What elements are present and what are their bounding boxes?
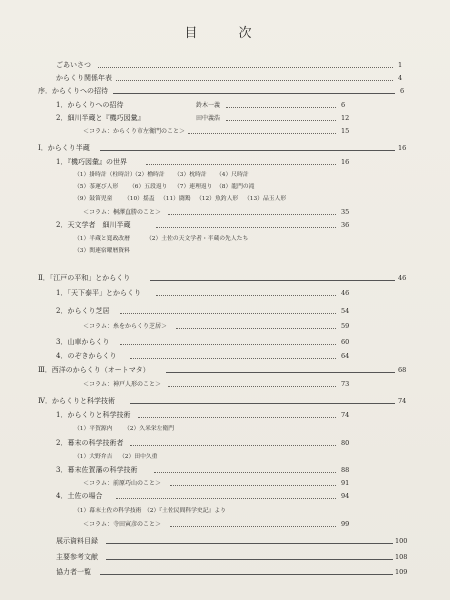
sub-item: （7）連理返り — [174, 184, 213, 190]
leader-dots — [146, 164, 336, 165]
leader-dots — [176, 328, 336, 329]
leader-rule — [130, 403, 395, 404]
entry-label: 2．幕末の科学技術者 — [56, 439, 124, 447]
sub-item: （3）枕時計 — [174, 172, 207, 178]
leader-dots — [130, 445, 336, 446]
entry-label: Ⅰ．からくり半蔵 — [38, 144, 90, 152]
toc-entry-ch4-1[interactable] — [38, 410, 406, 421]
sub-items-row — [74, 234, 334, 244]
sub-item: （4）尺時計 — [216, 172, 249, 178]
toc-entry-ch4-column-1[interactable] — [38, 478, 406, 489]
toc-entry-intro-2[interactable] — [38, 113, 406, 124]
entry-label: 1．からくりと科学技術 — [56, 411, 131, 419]
toc-entry-chronology[interactable] — [38, 73, 406, 84]
page-number: 73 — [341, 380, 350, 388]
toc-entry-ch2-3[interactable] — [38, 337, 406, 348]
toc-entry-exhibits[interactable] — [38, 536, 406, 547]
page-number: 88 — [341, 466, 350, 474]
leader-dots — [116, 80, 393, 81]
entry-label: 協力者一覧 — [56, 568, 91, 576]
page-number: 54 — [341, 307, 350, 315]
sub-item: （9）鼓笛児童 — [74, 196, 113, 202]
toc-entry-ch1-1[interactable] — [38, 157, 406, 168]
toc-entry-ch2-column[interactable] — [38, 321, 406, 332]
page-number: 74 — [398, 397, 407, 405]
sub-items-row — [74, 170, 324, 180]
entry-label: 序．からくりへの招待 — [38, 87, 108, 95]
toc-entry-ch4-4[interactable] — [38, 491, 406, 502]
leader-dots — [156, 227, 336, 228]
page-number: 99 — [341, 520, 350, 528]
sub-item: （5）茶運び人形 — [74, 184, 119, 190]
toc-entry-ch4-column-2[interactable] — [38, 519, 406, 530]
toc-entry-intro-column[interactable] — [38, 126, 406, 137]
page-number: 74 — [341, 411, 350, 419]
toc-entry-ch3-column[interactable] — [38, 379, 406, 390]
leader-dots — [170, 485, 336, 486]
page-number: 109 — [395, 568, 408, 576]
toc-entry-ch2-1[interactable] — [38, 288, 406, 299]
entry-label: Ⅳ．からくりと科学技術 — [38, 397, 115, 405]
sub-item: （2）『土佐民間科学史記』より — [144, 508, 226, 514]
leader-dots — [120, 344, 336, 345]
sub-item: （1）幕末土佐の科学技術 — [74, 508, 142, 514]
sub-item: （11）闘鶏 — [160, 196, 191, 202]
sub-item: （8）龍門の滝 — [216, 184, 255, 190]
leader-rule — [100, 574, 393, 575]
leader-dots — [120, 313, 336, 314]
entry-label: 2．細川半蔵と『機巧図彙』 — [56, 114, 145, 122]
sub-item: （1）大野弁吉 — [74, 454, 113, 460]
entry-label: ＜コラム：からくり市左衛門のこと＞ — [83, 128, 185, 135]
entry-label: 2．天文学者 細川半蔵 — [56, 221, 131, 229]
toc-entry-ch1[interactable] — [38, 143, 406, 154]
entry-label: 2．からくり芝居 — [56, 307, 110, 315]
leader-dots — [170, 526, 336, 527]
page-number: 59 — [341, 322, 350, 330]
toc-entry-ch2[interactable] — [38, 273, 406, 284]
entry-label: からくり関係年表 — [56, 74, 112, 82]
leader-dots — [130, 358, 336, 359]
toc-entry-intro-1[interactable] — [38, 100, 406, 111]
entry-label: 3．山車からくり — [56, 338, 110, 346]
sub-item: （12）魚釣人形 — [196, 196, 239, 202]
page-number: 6 — [400, 87, 405, 95]
toc-entry-ch2-2[interactable] — [38, 306, 406, 317]
page-number: 6 — [341, 101, 346, 109]
leader-dots — [154, 472, 336, 473]
sub-item: （1）平賀源内 — [74, 426, 113, 432]
toc-entry-ch1-2[interactable] — [38, 220, 406, 231]
page-number: 36 — [341, 221, 350, 229]
toc-entry-intro[interactable] — [38, 86, 406, 97]
toc-entry-ch4-3[interactable] — [38, 465, 406, 476]
author-name: 鈴木一義 — [196, 102, 221, 109]
sub-item: （1）掛時計（柱時計） — [74, 172, 136, 178]
entry-label: Ⅱ．「江戸の平和」とからくり — [38, 274, 131, 282]
entry-label: 主要参考文献 — [56, 553, 98, 561]
sub-item: （13）品玉人形 — [244, 196, 287, 202]
entry-label: ＜コラム：寺田寅彦のこと＞ — [83, 521, 161, 528]
page-number: 16 — [341, 158, 350, 166]
leader-rule — [166, 372, 395, 373]
page-number: 100 — [395, 537, 408, 545]
page-number: 35 — [341, 208, 350, 216]
page-number: 60 — [341, 338, 350, 346]
leader-dots — [226, 120, 336, 121]
sub-items-row — [74, 182, 324, 192]
sub-items-row — [74, 194, 334, 204]
sub-item: （2）土佐の天文学者・半蔵の先人たち — [146, 236, 249, 242]
sub-item: （2）久米栄左衛門 — [124, 426, 175, 432]
page-number: 64 — [341, 352, 350, 360]
page-number: 94 — [341, 492, 350, 500]
entry-label: 1．『機巧図彙』の世界 — [56, 158, 127, 166]
toc-entry-greeting[interactable] — [38, 60, 406, 71]
page-number: 108 — [395, 553, 408, 561]
sub-item: （10）揺盃 — [124, 196, 155, 202]
leader-rule — [100, 150, 395, 151]
toc-entry-ch4-2[interactable] — [38, 438, 406, 449]
toc-entry-references[interactable] — [38, 552, 406, 563]
page-number: 12 — [341, 114, 350, 122]
leader-dots — [188, 133, 336, 134]
page-title: 目 次 — [184, 26, 266, 41]
leader-rule — [150, 280, 395, 281]
leader-rule — [106, 559, 393, 560]
page-number: 91 — [341, 479, 350, 487]
entry-label: Ⅲ．西洋のからくり（オートマタ） — [38, 366, 150, 374]
toc-entry-ch2-4[interactable] — [38, 351, 406, 362]
leader-dots — [116, 498, 336, 499]
leader-rule — [106, 543, 393, 544]
leader-dots — [226, 107, 336, 108]
entry-label: ＜コラム：前原巧山のこと＞ — [83, 480, 161, 487]
page-number: 80 — [341, 439, 350, 447]
entry-label: ＜コラム：桐澤直勝のこと＞ — [83, 209, 161, 216]
page-number: 1 — [398, 61, 403, 69]
sub-items-row — [74, 452, 274, 462]
toc-entry-ch3[interactable] — [38, 365, 406, 376]
leader-dots — [168, 214, 336, 215]
sub-items-row — [74, 424, 274, 434]
page-number: 15 — [341, 127, 350, 135]
toc-entry-cooperators[interactable] — [38, 567, 406, 578]
sub-item: （6）五段返り — [129, 184, 168, 190]
sub-items-row — [74, 246, 274, 256]
page-number: 46 — [398, 274, 407, 282]
entry-label: 3．幕末佐賀藩の科学技術 — [56, 466, 138, 474]
author-name: 田中義浩 — [196, 115, 221, 122]
toc-entry-ch4[interactable] — [38, 396, 406, 407]
sub-item: （2）櫓時計 — [132, 172, 165, 178]
page-number: 68 — [398, 366, 407, 374]
leader-rule — [113, 93, 395, 94]
sub-item: （3）関連宿曜暦資料 — [74, 248, 130, 254]
sub-item: （2）田中久重 — [119, 454, 158, 460]
page-number: 46 — [341, 289, 350, 297]
page-number: 16 — [398, 144, 407, 152]
entry-label: 1．「天下泰平」とからくり — [56, 289, 141, 297]
toc-entry-ch1-column[interactable] — [38, 207, 406, 218]
leader-dots — [98, 67, 393, 68]
leader-dots — [168, 386, 336, 387]
leader-dots — [138, 417, 336, 418]
entry-label: ＜コラム：糸をからくり芝居＞ — [83, 323, 167, 330]
entry-label: 1．からくりへの招待 — [56, 101, 124, 109]
sub-item: （1）半蔵と寛政改暦 — [74, 236, 130, 242]
entry-label: ごあいさつ — [56, 61, 91, 69]
entry-label: 4．のぞきからくり — [56, 352, 117, 360]
sub-items-row — [74, 506, 294, 516]
page-number: 4 — [398, 74, 403, 82]
entry-label: 展示資料目録 — [56, 537, 98, 545]
entry-label: 4．土佐の場合 — [56, 492, 103, 500]
entry-label: ＜コラム：神戸人形のこと＞ — [83, 381, 161, 388]
leader-dots — [156, 295, 336, 296]
